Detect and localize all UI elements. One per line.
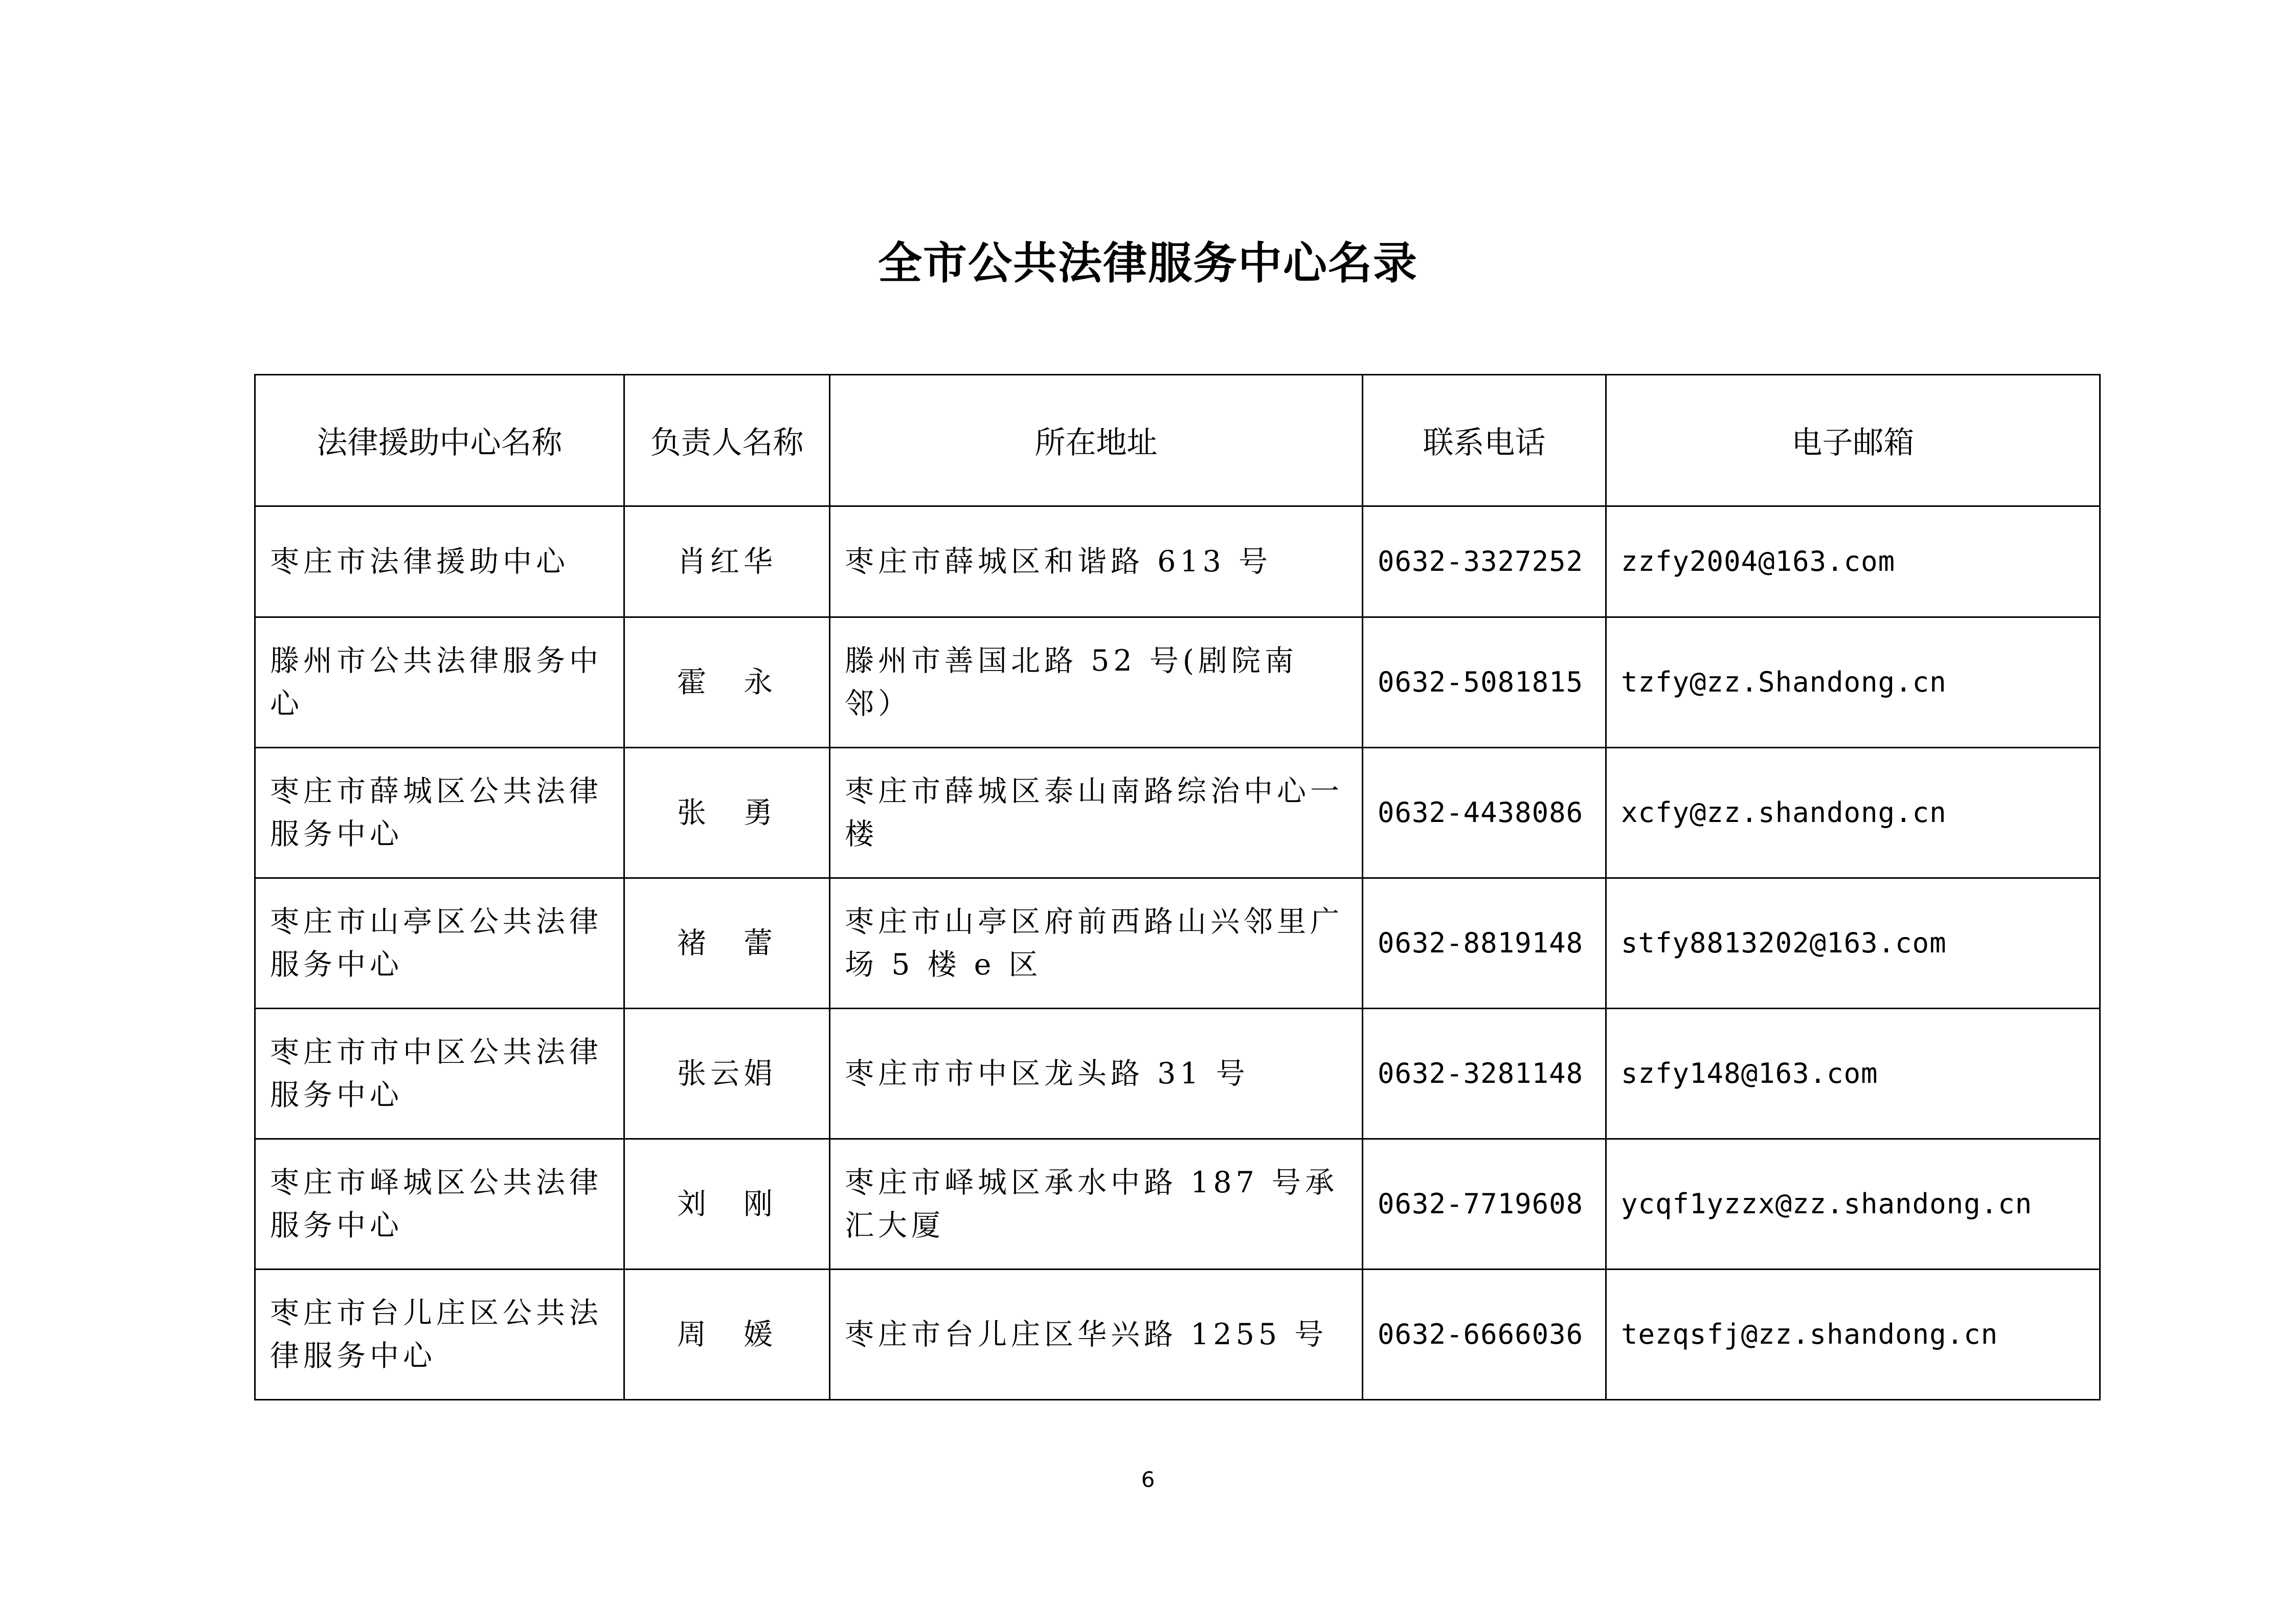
person-cell: 张 勇 xyxy=(624,748,830,878)
column-header-phone: 联系电话 xyxy=(1363,375,1606,506)
center-name-cell: 枣庄市山亭区公共法律服务中心 xyxy=(255,878,624,1009)
page-title: 全市公共法律服务中心名录 xyxy=(878,237,1418,289)
phone-cell: 0632-3281148 xyxy=(1363,1009,1606,1139)
address-cell: 枣庄市山亭区府前西路山兴邻里广场 5 楼 e 区 xyxy=(830,878,1363,1009)
email-cell: xcfy@zz.shandong.cn xyxy=(1606,748,2100,878)
address-cell: 枣庄市台儿庄区华兴路 1255 号 xyxy=(830,1270,1363,1400)
center-name-cell: 滕州市公共法律服务中心 xyxy=(255,617,624,748)
person-cell: 周 媛 xyxy=(624,1270,830,1400)
column-header-center-name: 法律援助中心名称 xyxy=(255,375,624,506)
email-cell: tezqsfj@zz.shandong.cn xyxy=(1606,1270,2100,1400)
table-row xyxy=(255,748,2100,878)
table-row xyxy=(255,1270,2100,1400)
center-name-cell: 枣庄市薛城区公共法律服务中心 xyxy=(255,748,624,878)
table-row xyxy=(255,617,2100,748)
address-cell: 枣庄市市中区龙头路 31 号 xyxy=(830,1009,1363,1139)
email-cell: stfy8813202@163.com xyxy=(1606,878,2100,1009)
address-cell: 枣庄市薛城区泰山南路综治中心一楼 xyxy=(830,748,1363,878)
page-number: 6 xyxy=(1141,1467,1155,1492)
center-name-cell: 枣庄市台儿庄区公共法律服务中心 xyxy=(255,1270,624,1400)
table-row xyxy=(255,878,2100,1009)
phone-cell: 0632-6666036 xyxy=(1363,1270,1606,1400)
address-cell: 滕州市善国北路 52 号(剧院南邻） xyxy=(830,617,1363,748)
center-name-cell: 枣庄市法律援助中心 xyxy=(255,506,624,617)
address-cell: 枣庄市薛城区和谐路 613 号 xyxy=(830,506,1363,617)
email-cell: zzfy2004@163.com xyxy=(1606,506,2100,617)
person-cell: 张云娟 xyxy=(624,1009,830,1139)
table-row xyxy=(255,1139,2100,1270)
email-cell: ycqf1yzzx@zz.shandong.cn xyxy=(1606,1139,2100,1270)
center-name-cell: 枣庄市市中区公共法律服务中心 xyxy=(255,1009,624,1139)
table-row xyxy=(255,506,2100,617)
table-row xyxy=(255,1009,2100,1139)
phone-cell: 0632-5081815 xyxy=(1363,617,1606,748)
phone-cell: 0632-7719608 xyxy=(1363,1139,1606,1270)
column-header-email: 电子邮箱 xyxy=(1606,375,2100,506)
table-header-row xyxy=(255,375,2100,506)
center-name-cell: 枣庄市峄城区公共法律服务中心 xyxy=(255,1139,624,1270)
phone-cell: 0632-3327252 xyxy=(1363,506,1606,617)
address-cell: 枣庄市峄城区承水中路 187 号承汇大厦 xyxy=(830,1139,1363,1270)
person-cell: 肖红华 xyxy=(624,506,830,617)
column-header-person: 负责人名称 xyxy=(624,375,830,506)
phone-cell: 0632-4438086 xyxy=(1363,748,1606,878)
email-cell: szfy148@163.com xyxy=(1606,1009,2100,1139)
phone-cell: 0632-8819148 xyxy=(1363,878,1606,1009)
person-cell: 刘 刚 xyxy=(624,1139,830,1270)
person-cell: 霍 永 xyxy=(624,617,830,748)
email-cell: tzfy@zz.Shandong.cn xyxy=(1606,617,2100,748)
directory-table xyxy=(254,374,2101,1400)
column-header-address: 所在地址 xyxy=(830,375,1363,506)
person-cell: 褚 蕾 xyxy=(624,878,830,1009)
